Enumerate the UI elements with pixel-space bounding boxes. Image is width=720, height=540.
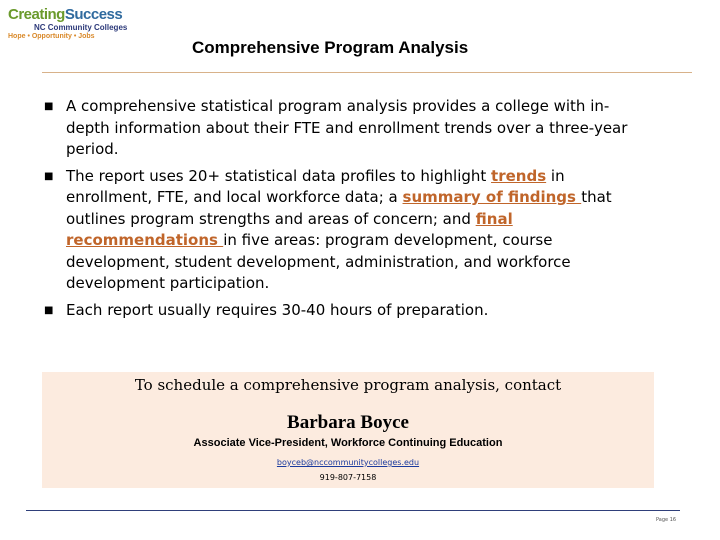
bullet-item [44,96,644,161]
bullet-list [44,96,644,326]
summary-of-findings-link[interactable]: summary of findings [402,188,582,206]
contact-box [42,372,654,488]
logo-subtitle: NC Community Colleges [34,23,128,32]
header-divider [42,72,692,73]
trends-link[interactable]: trends [491,166,547,185]
square-bullet-icon: ■ [44,101,54,112]
contact-phone: 919-807-7158 [319,473,377,482]
contact-lead-text: To schedule a comprehensive program analysis, contact [134,376,562,394]
creating-success-logo [8,6,128,42]
final-recommendations-link[interactable]: final recommendations [66,209,513,249]
bullet-text: in five areas: program development, course development, student development, administration, and workforce development participation. [66,231,571,292]
square-bullet-icon: ■ [44,304,54,316]
footer-divider [26,510,680,511]
bullet-text: The report uses 20+ statistical data profiles to highlight [66,166,492,185]
bullet-item [44,166,644,295]
contact-role: Associate Vice-President, Workforce Continuing Education [193,437,503,449]
logo-tagline: Hope • Opportunity • Jobs [8,33,95,40]
contact-name: Barbara Boyce [287,412,409,433]
bullet-text: that outlines program strengths and areas of concern; and [66,188,612,228]
page-title: Comprehensive Program Analysis [192,38,469,57]
bullet-text: in enrollment, FTE, and local workforce data; a [66,166,565,206]
square-bullet-icon: ■ [44,170,54,182]
bullet-text: A comprehensive statistical program analysis provides a college with in-depth information about their FTE and enrollment trends over a three-year period. [66,97,628,158]
page-number: Page 16 [656,517,677,523]
logo-wordmark: CreatingSuccess [8,6,123,23]
contact-email-link[interactable]: boyceb@nccommunitycolleges.edu [276,458,420,467]
bullet-item [44,300,644,322]
bullet-text: Each report usually requires 30-40 hours of preparation. [66,300,489,319]
